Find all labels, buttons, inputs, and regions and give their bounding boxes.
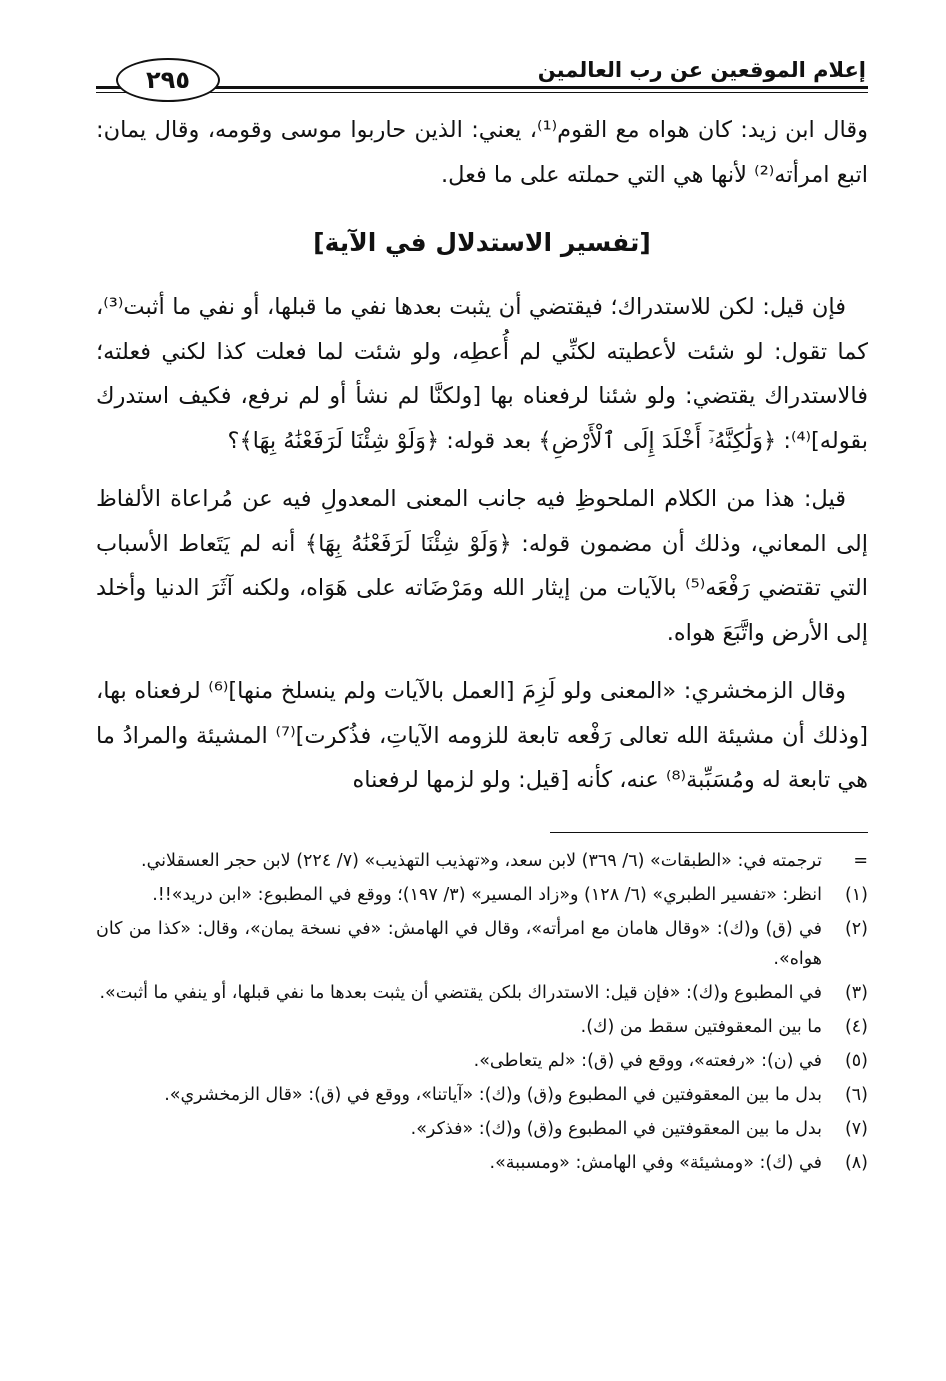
footnote-item bbox=[96, 1114, 868, 1144]
footnote-item bbox=[96, 1046, 868, 1076]
paragraph-2: فإن قيل: لكن للاستدراك؛ فيقتضي أن يثبت بعدها نفي ما قبلها، أو نفي ما أثبت⁽³⁾، كما تقول: لو شئت لأعطيته لكنِّي لم أُعطِه، ولو شئت لما فعلت كذا لكني فعلته؛ فالاستدراك يقتضي: ولو شئنا لرفعناه بها [ولكنَّا لم نشأ أو لم نرفع، فكيف استدرك بقوله]⁽⁴⁾: ﴿وَلَٰكِنَّهُۥٓ أَخْلَدَ إِلَى ٱلْأَرْضِ﴾ بعد قوله: ﴿وَلَوْ شِئْنَا لَرَفَعْنَٰهُ بِهَا﴾؟ bbox=[96, 294, 868, 454]
header-rule-thin bbox=[96, 92, 868, 93]
footnote-text: ترجمته في: «الطبقات» (٦/ ٣٦٩) لابن سعد، و«تهذيب التهذيب» (٧/ ٢٢٤) لابن حجر العسقلاني. bbox=[141, 851, 822, 871]
paragraph-1: وقال ابن زيد: كان هواه مع القوم⁽¹⁾، يعني: الذين حاربوا موسى وقومه، وقال يمان: اتبع امرأته⁽²⁾ لأنها هي التي حملته على ما فعل. bbox=[96, 117, 868, 188]
footnote-item bbox=[96, 1012, 868, 1042]
footnote-number: (٤) bbox=[844, 1017, 868, 1037]
footnote-text: في (ن): «رفعته»، ووقع في (ق): «لم يتعاطى». bbox=[473, 1051, 822, 1071]
running-header-title: إعلام الموقعين عن رب العالمين bbox=[537, 58, 866, 82]
footnote-number: = bbox=[853, 851, 868, 871]
paragraph-3: قيل: هذا من الكلام الملحوظِ فيه جانب المعنى المعدولِ فيه عن مُراعاة الألفاظ إلى المعاني، وذلك أن مضمون قوله: ﴿وَلَوْ شِئْنَا لَرَفَعْنَٰهُ بِهَا﴾ أنه لم يَتَعاط الأسباب التي تقتضي رَفْعَه⁽⁵⁾ بالآيات من إيثار الله ومَرْضَاته على هَوَاه، ولكنه آثَرَ الدنيا وأخلد إلى الأرض واتَّبَعَ هواه. bbox=[96, 486, 869, 646]
footnote-item bbox=[96, 914, 868, 974]
footnote-text: ما بين المعقوفتين سقط من (ك). bbox=[580, 1017, 822, 1037]
main-text bbox=[96, 108, 868, 803]
footnote-number: (٨) bbox=[844, 1153, 868, 1173]
footnote-text: انظر: «تفسير الطبري» (٦/ ١٢٨) و«زاد المسير» (٣/ ١٩٧)؛ ووقع في المطبوع: «ابن دريد»!!. bbox=[152, 885, 822, 905]
footnote-item bbox=[96, 1080, 868, 1110]
footnote-text: بدل ما بين المعقوفتين في المطبوع و(ق) و(ك): «آياتنا»، ووقع في (ق): «قال الزمخشري». bbox=[164, 1085, 822, 1105]
section-heading: [تفسير الاستدلال في الآية] bbox=[313, 228, 651, 257]
footnote-item bbox=[96, 846, 868, 876]
footnote-number: (٣) bbox=[844, 983, 868, 1003]
footnote-item bbox=[96, 880, 868, 910]
footnote-item bbox=[96, 1148, 868, 1178]
footnote-item bbox=[96, 978, 868, 1008]
footnote-text: في (ق) و(ك): «وقال هامان مع امرأته»، وقال في الهامش: «في نسخة يمان»، وقال: «كذا من كان هواه». bbox=[96, 919, 822, 969]
footnote-text: في (ك): «ومشيئة» وفي الهامش: «ومسببة». bbox=[489, 1153, 822, 1173]
footnote-number: (٦) bbox=[844, 1085, 868, 1105]
footnote-number: (٥) bbox=[844, 1051, 868, 1071]
footnote-number: (٢) bbox=[844, 919, 868, 939]
footnote-number: (٧) bbox=[844, 1119, 868, 1139]
paragraph-4: وقال الزمخشري: «المعنى ولو لَزِمَ [العمل بالآيات ولم ينسلخ منها]⁽⁶⁾ لرفعناه بها، [وذلك أن مشيئة الله تعالى رَفْعه تابعة للزومه الآياتِ، فذُكرت]⁽⁷⁾ المشيئة والمرادُ ما هي تابعة له ومُسَبِّبة⁽⁸⁾ عنه، كأنه [قيل: ولو لزمها لرفعناه bbox=[96, 678, 868, 793]
footnotes bbox=[96, 846, 868, 1182]
footnote-text: في المطبوع و(ك): «فإن قيل: الاستدراك بلكن يقتضي أن يثبت بعدها ما نفي قبلها، أو ينفي ما أثبت». bbox=[99, 983, 822, 1003]
page-number-oval: ٢٩٥ bbox=[116, 58, 220, 102]
footnote-separator bbox=[550, 832, 868, 833]
footnote-number: (١) bbox=[844, 885, 868, 905]
footnote-text: بدل ما بين المعقوفتين في المطبوع و(ق) و(ك): «فذكر». bbox=[410, 1119, 822, 1139]
